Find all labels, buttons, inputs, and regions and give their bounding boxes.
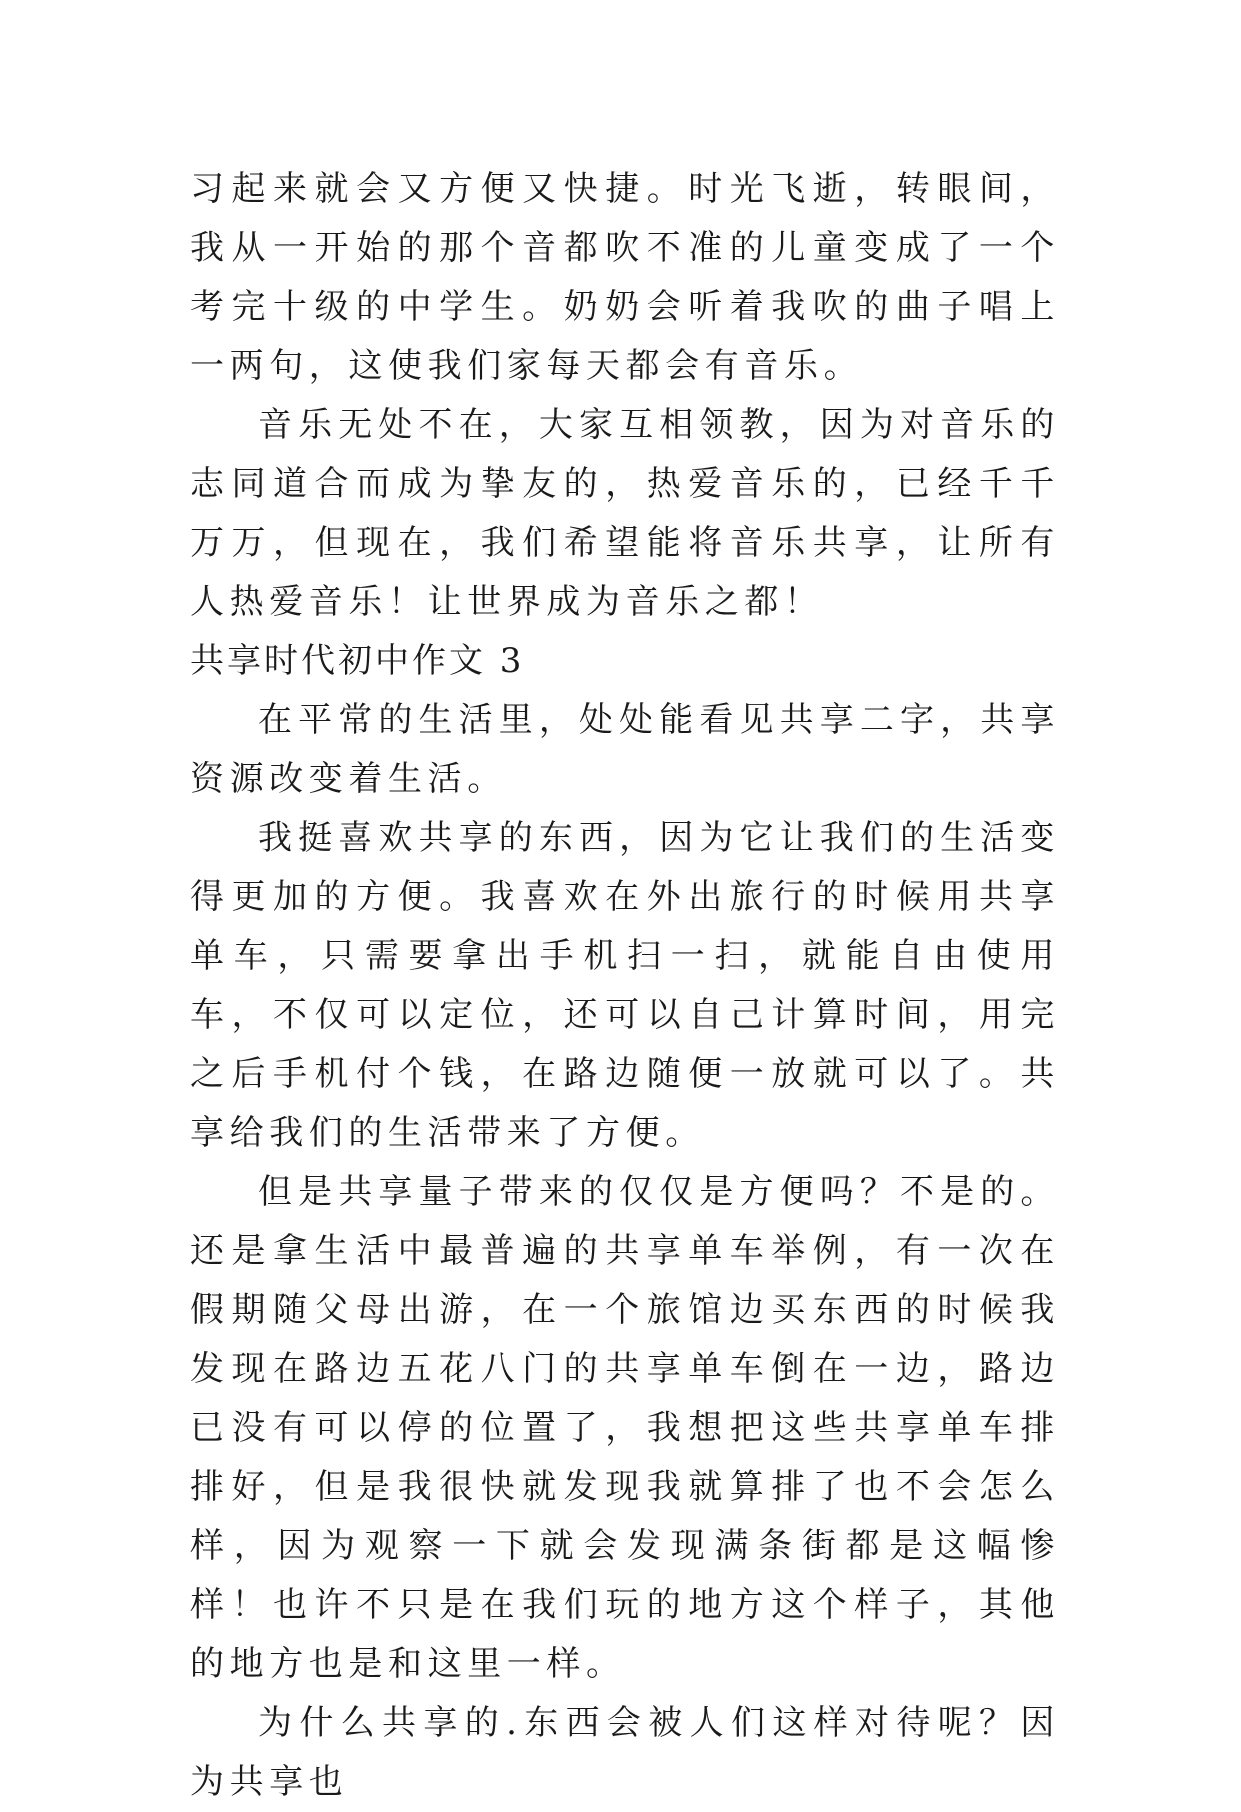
- paragraph-only-convenience: 但是共享量子带来的仅仅是方便吗？不是的。还是拿生活中最普遍的共享单车举例，有一次在假期随父母出游，在一个旅馆边买东西的时候我发现在路边五花八门的共享单车倒在一边，路边已没有可以停的位置了，我想把这些共享单车排排好，但是我很快就发现我就算排了也不会怎么样，因为观察一下就会发现满条街都是这幅惨样！也许不只是在我们玩的地方这个样子，其他的地方也是和这里一样。: [190, 1172, 1060, 1684]
- paragraph-why-treated: 为什么共享的.东西会被人们这样对待呢？因为共享也: [190, 1703, 1060, 1802]
- paragraph-sharing-life: 在平常的生活里，处处能看见共享二字，共享资源改变着生活。: [190, 700, 1060, 799]
- section-title: 共享时代初中作文 3: [190, 641, 525, 681]
- paragraph-continued: 习起来就会又方便又快捷。时光飞逝，转眼间，我从一开始的那个音都吹不准的儿童变成了一个考完十级的中学生。奶奶会听着我吹的曲子唱上一两句，这使我们家每天都会有音乐。: [190, 169, 1060, 386]
- paragraph-like-sharing: 我挺喜欢共享的东西，因为它让我们的生活变得更加的方便。我喜欢在外出旅行的时候用共享单车，只需要拿出手机扫一扫，就能自由使用车，不仅可以定位，还可以自己计算时间，用完之后手机付个钱，在路边随便一放就可以了。共享给我们的生活带来了方便。: [190, 818, 1060, 1153]
- document-body: [190, 160, 1060, 1812]
- paragraph-music-everywhere: 音乐无处不在，大家互相领教，因为对音乐的志同道合而成为挚友的，热爱音乐的，已经千千万万，但现在，我们希望能将音乐共享，让所有人热爱音乐！让世界成为音乐之都！: [190, 405, 1060, 622]
